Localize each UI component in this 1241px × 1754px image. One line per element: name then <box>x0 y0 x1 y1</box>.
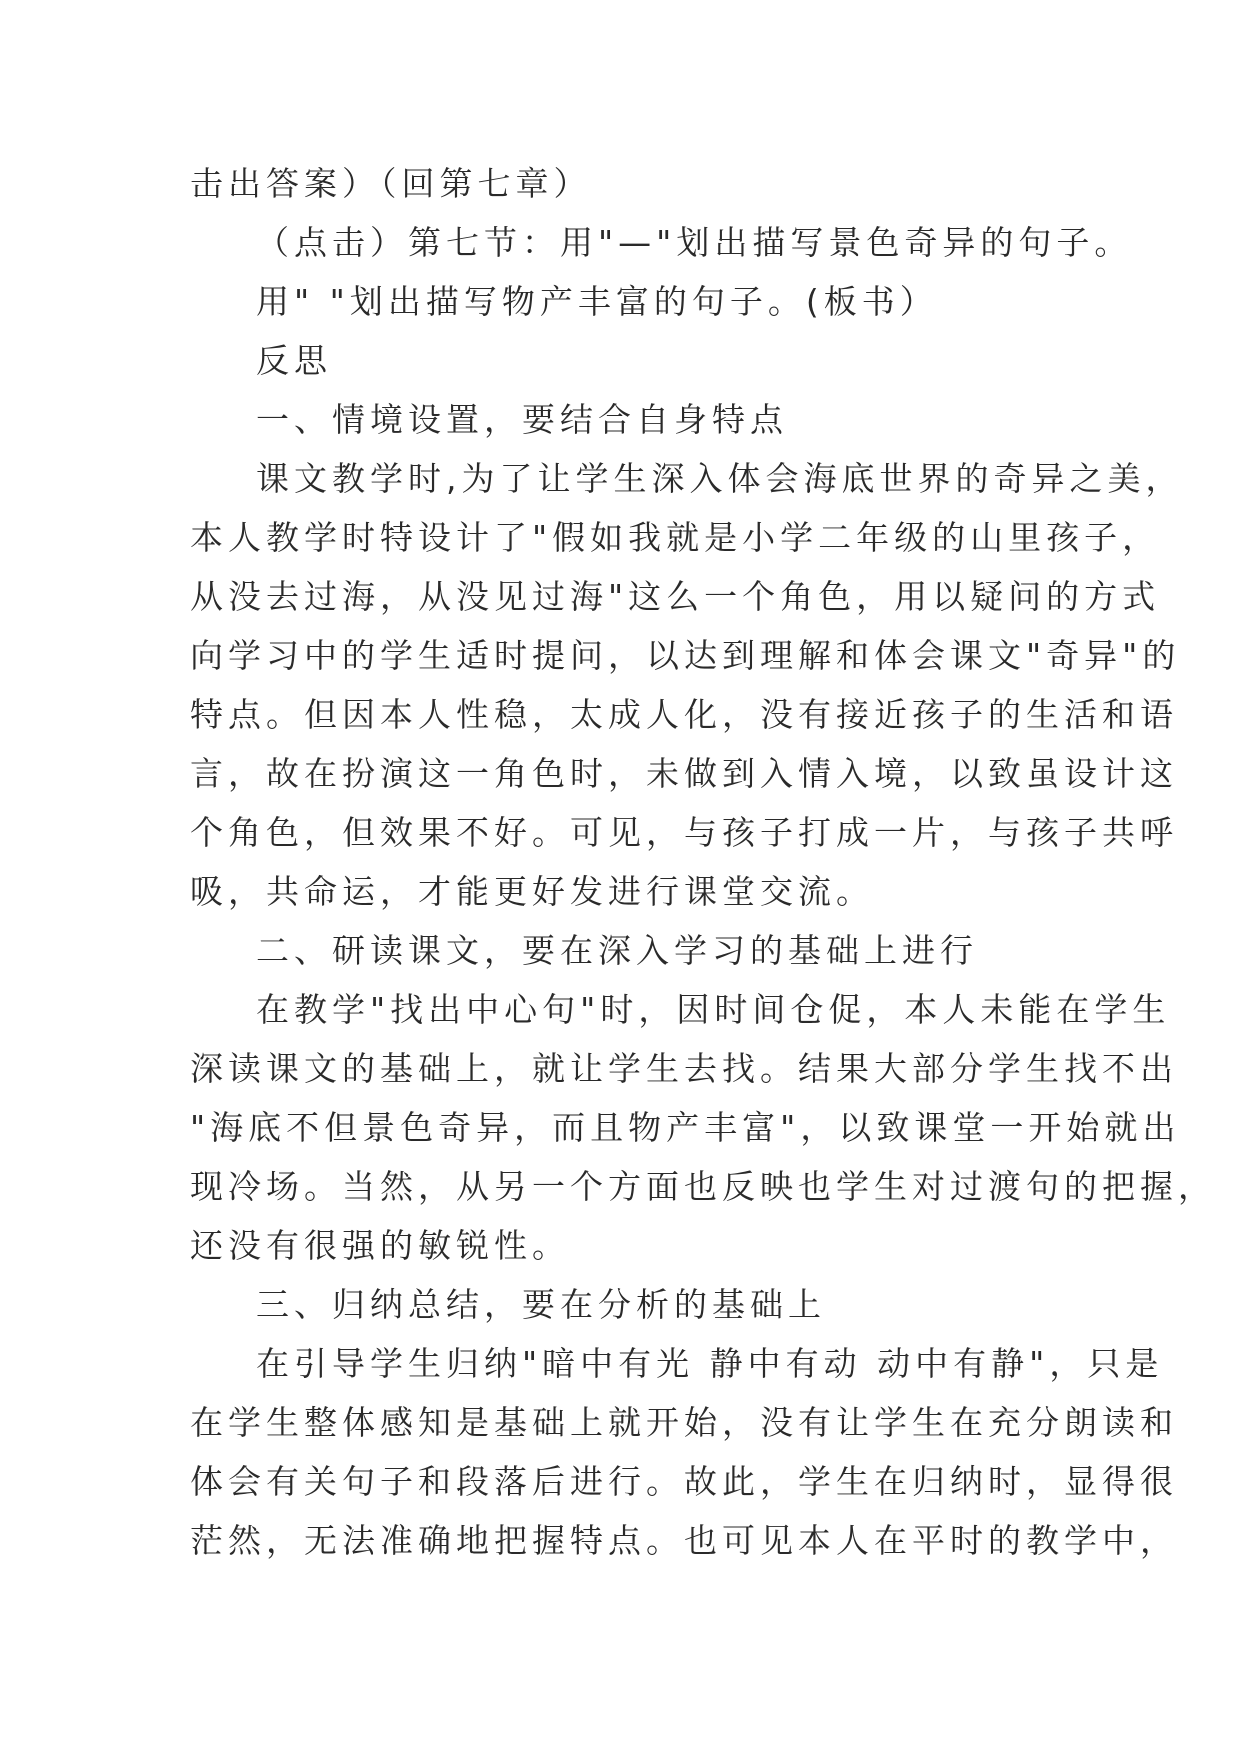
text-line-1: 击出答案）（回第七章） <box>190 164 592 203</box>
section-heading-1: 一、情境设置，要结合自身特点 <box>256 400 788 439</box>
paragraph-2-line-4: 现冷场。当然，从另一个方面也反映也学生对过渡句的把握， <box>190 1167 1216 1206</box>
text-line-2: （点击）第七节：用"—"划出描写景色奇异的句子。 <box>256 223 1133 262</box>
paragraph-1-line-7: 个角色，但效果不好。可见，与孩子打成一片，与孩子共呼 <box>190 813 1178 852</box>
document-body <box>190 154 1216 1570</box>
paragraph-1-line-1: 课文教学时,为了让学生深入体会海底世界的奇异之美， <box>256 459 1184 498</box>
paragraph-2-line-3: "海底不但景色奇异，而且物产丰富"，以致课堂一开始就出 <box>190 1108 1181 1147</box>
paragraph-1-line-3: 从没去过海，从没见过海"这么一个角色，用以疑问的方式 <box>190 577 1161 616</box>
paragraph-3-line-2: 在学生整体感知是基础上就开始，没有让学生在充分朗读和 <box>190 1403 1178 1442</box>
paragraph-2-line-1: 在教学"找出中心句"时，因时间仓促，本人未能在学生 <box>256 990 1171 1029</box>
paragraph-1-line-4: 向学习中的学生适时提问，以达到理解和体会课文"奇异"的 <box>190 636 1181 675</box>
paragraph-1-line-8: 吸，共命运，才能更好发进行课堂交流。 <box>190 872 874 911</box>
paragraph-3-line-3: 体会有关句子和段落后进行。故此，学生在归纳时，显得很 <box>190 1462 1178 1501</box>
section-heading-3: 三、归纳总结，要在分析的基础上 <box>256 1285 826 1324</box>
paragraph-3-line-4: 茫然，无法准确地把握特点。也可见本人在平时的教学中， <box>190 1521 1178 1560</box>
paragraph-2-line-2: 深读课文的基础上，就让学生去找。结果大部分学生找不出 <box>190 1049 1178 1088</box>
section-heading-2: 二、研读课文，要在深入学习的基础上进行 <box>256 931 978 970</box>
paragraph-1-line-6: 言，故在扮演这一角色时，未做到入情入境，以致虽设计这 <box>190 754 1178 793</box>
paragraph-1-line-5: 特点。但因本人性稳，太成人化，没有接近孩子的生活和语 <box>190 695 1178 734</box>
paragraph-1-line-2: 本人教学时特设计了"假如我就是小学二年级的山里孩子， <box>190 518 1161 557</box>
text-line-3: 用" "划出描写物产丰富的句子。(板书） <box>256 282 938 321</box>
section-heading-reflection: 反思 <box>256 341 332 380</box>
paragraph-3-line-1: 在引导学生归纳"暗中有光 静中有动 动中有静"，只是 <box>256 1344 1164 1383</box>
paragraph-2-line-5: 还没有很强的敏锐性。 <box>190 1226 570 1265</box>
